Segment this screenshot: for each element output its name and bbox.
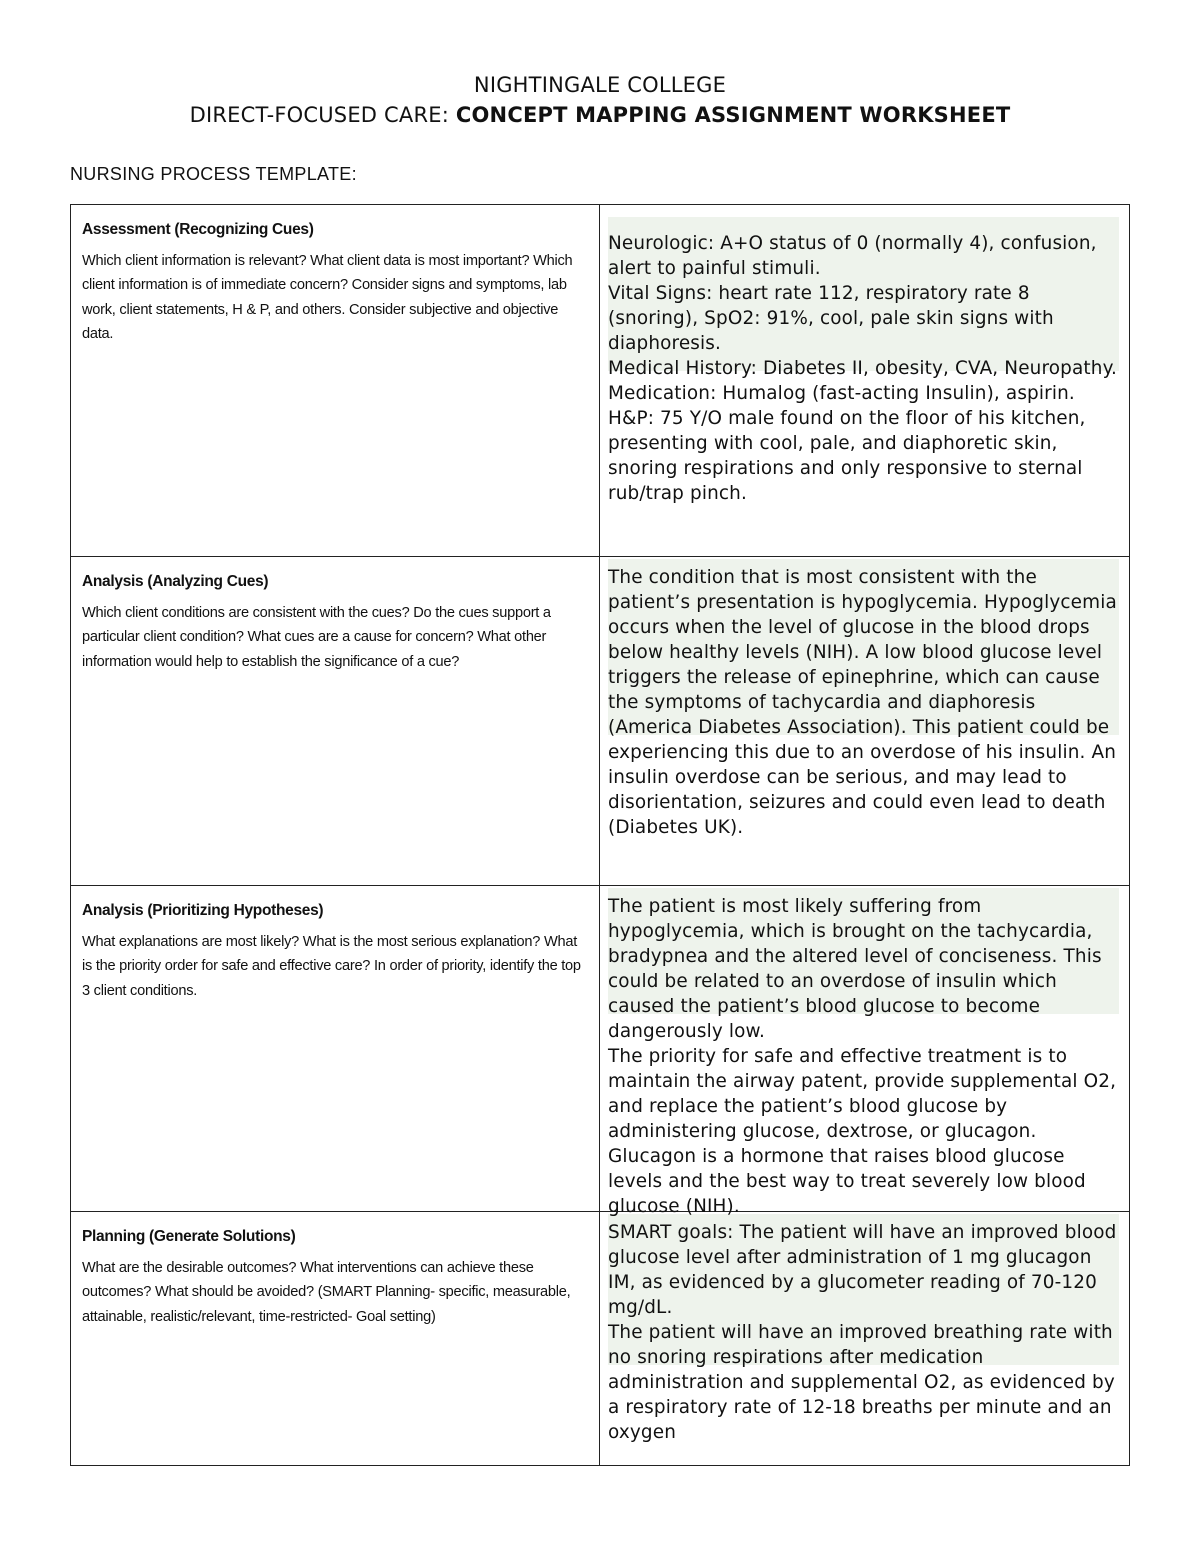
table-row	[70, 205, 1130, 557]
table-row	[70, 1212, 1130, 1465]
answer-paragraph: The priority for safe and effective treatment is to maintain the airway patent, provide supplemental O2, and replace the patient’s blood glucose by administering glucose, dextrose, or glucagon. Glucagon is a hormone that raises blood glucose levels and the best way to treat severely low blood glucose (NIH).	[608, 1046, 1117, 1217]
answer-paragraph: SMART goals: The patient will have an improved blood glucose level after administration of 1 mg glucagon IM, as evidenced by a glucometer reading of 70-120 mg/dL.	[608, 1222, 1117, 1318]
answer-paragraph: Neurologic: A+O status of 0 (normally 4), confusion, alert to painful stimuli.	[608, 233, 1097, 279]
answer-cell	[600, 205, 1130, 556]
section-prompt: Which client information is relevant? What client data is most important? Which client information is of immediate concern? Consider signs and symptoms, lab work, client statements, H & P, and others. Consider subjective and objective data.	[82, 253, 573, 342]
prompt-cell	[70, 1212, 600, 1465]
section-prompt: What explanations are most likely? What is the most serious explanation? What is the priority order for safe and effective care? In order of priority, identify the top 3 client conditions.	[82, 934, 581, 999]
section-prompt: Which client conditions are consistent with the cues? Do the cues support a particular client condition? What cues are a cause for concern? What other information would help to establish the significance of a cue?	[82, 605, 551, 670]
prompt-cell	[70, 205, 600, 556]
answer-paragraph: The patient is most likely suffering from hypoglycemia, which is brought on the tachycardia, bradypnea and the altered level of conciseness. This could be related to an overdose of insulin which caused the patient’s blood glucose to become dangerously low.	[608, 896, 1102, 1042]
section-prompt: What are the desirable outcomes? What interventions can achieve these outcomes? What should be avoided? (SMART Planning- specific, measurable, attainable, realistic/relevant, time-restricted- Goal setting)	[82, 1260, 571, 1325]
section-heading: Analysis (Prioritizing Hypotheses)	[82, 902, 324, 919]
answer-paragraph: Vital Signs: heart rate 112, respiratory rate 8 (snoring), SpO2: 91%, cool, pale skin signs with diaphoresis.	[608, 283, 1054, 354]
template-label: NURSING PROCESS TEMPLATE:	[70, 164, 357, 184]
answer-cell	[600, 886, 1130, 1217]
answer-text	[608, 894, 1121, 1219]
table-row	[70, 886, 1130, 1217]
worksheet-title	[0, 100, 1200, 130]
nursing-process-table	[70, 204, 1130, 1466]
answer-text	[608, 1220, 1121, 1445]
section-heading: Planning (Generate Solutions)	[82, 1228, 296, 1245]
answer-text	[608, 231, 1121, 506]
answer-paragraph: The condition that is most consistent with the patient’s presentation is hypoglycemia. Hypoglycemia occurs when the level of glucose in the blood drops below healthy levels (NIH). A low blood glucose level triggers the release of epinephrine, which can cause the symptoms of tachycardia and diaphoresis (America Diabetes Association). This patient could be experiencing this due to an overdose of his insulin. An insulin overdose can be serious, and may lead to disorientation, seizures and could even lead to death (Diabetes UK).	[608, 567, 1117, 838]
answer-paragraph: Medication: Humalog (fast-acting Insulin), aspirin.	[608, 383, 1075, 404]
section-heading: Analysis (Analyzing Cues)	[82, 573, 269, 590]
answer-text	[608, 565, 1121, 840]
prompt-cell	[70, 886, 600, 1211]
college-name: NIGHTINGALE COLLEGE	[473, 73, 727, 97]
prompt-cell	[70, 557, 600, 885]
answer-cell	[600, 557, 1130, 885]
document-header	[0, 70, 1200, 130]
section-heading: Assessment (Recognizing Cues)	[82, 221, 314, 238]
worksheet-title-bold: CONCEPT MAPPING ASSIGNMENT WORKSHEET	[455, 103, 1011, 127]
table-row	[70, 557, 1130, 886]
answer-paragraph: Medical History: Diabetes II, obesity, CVA, Neuropathy.	[608, 358, 1117, 379]
worksheet-title-plain: DIRECT-FOCUSED CARE:	[189, 103, 456, 127]
answer-paragraph: The patient will have an improved breathing rate with no snoring respirations after medication administration and supplemental O2, as evidenced by a respiratory rate of 12-18 breaths per minute and an oxygen	[608, 1322, 1115, 1443]
answer-cell	[600, 1212, 1130, 1465]
answer-paragraph: H&P: 75 Y/O male found on the floor of his kitchen, presenting with cool, pale, and diaphoretic skin, snoring respirations and only responsive to sternal rub/trap pinch.	[608, 408, 1086, 504]
